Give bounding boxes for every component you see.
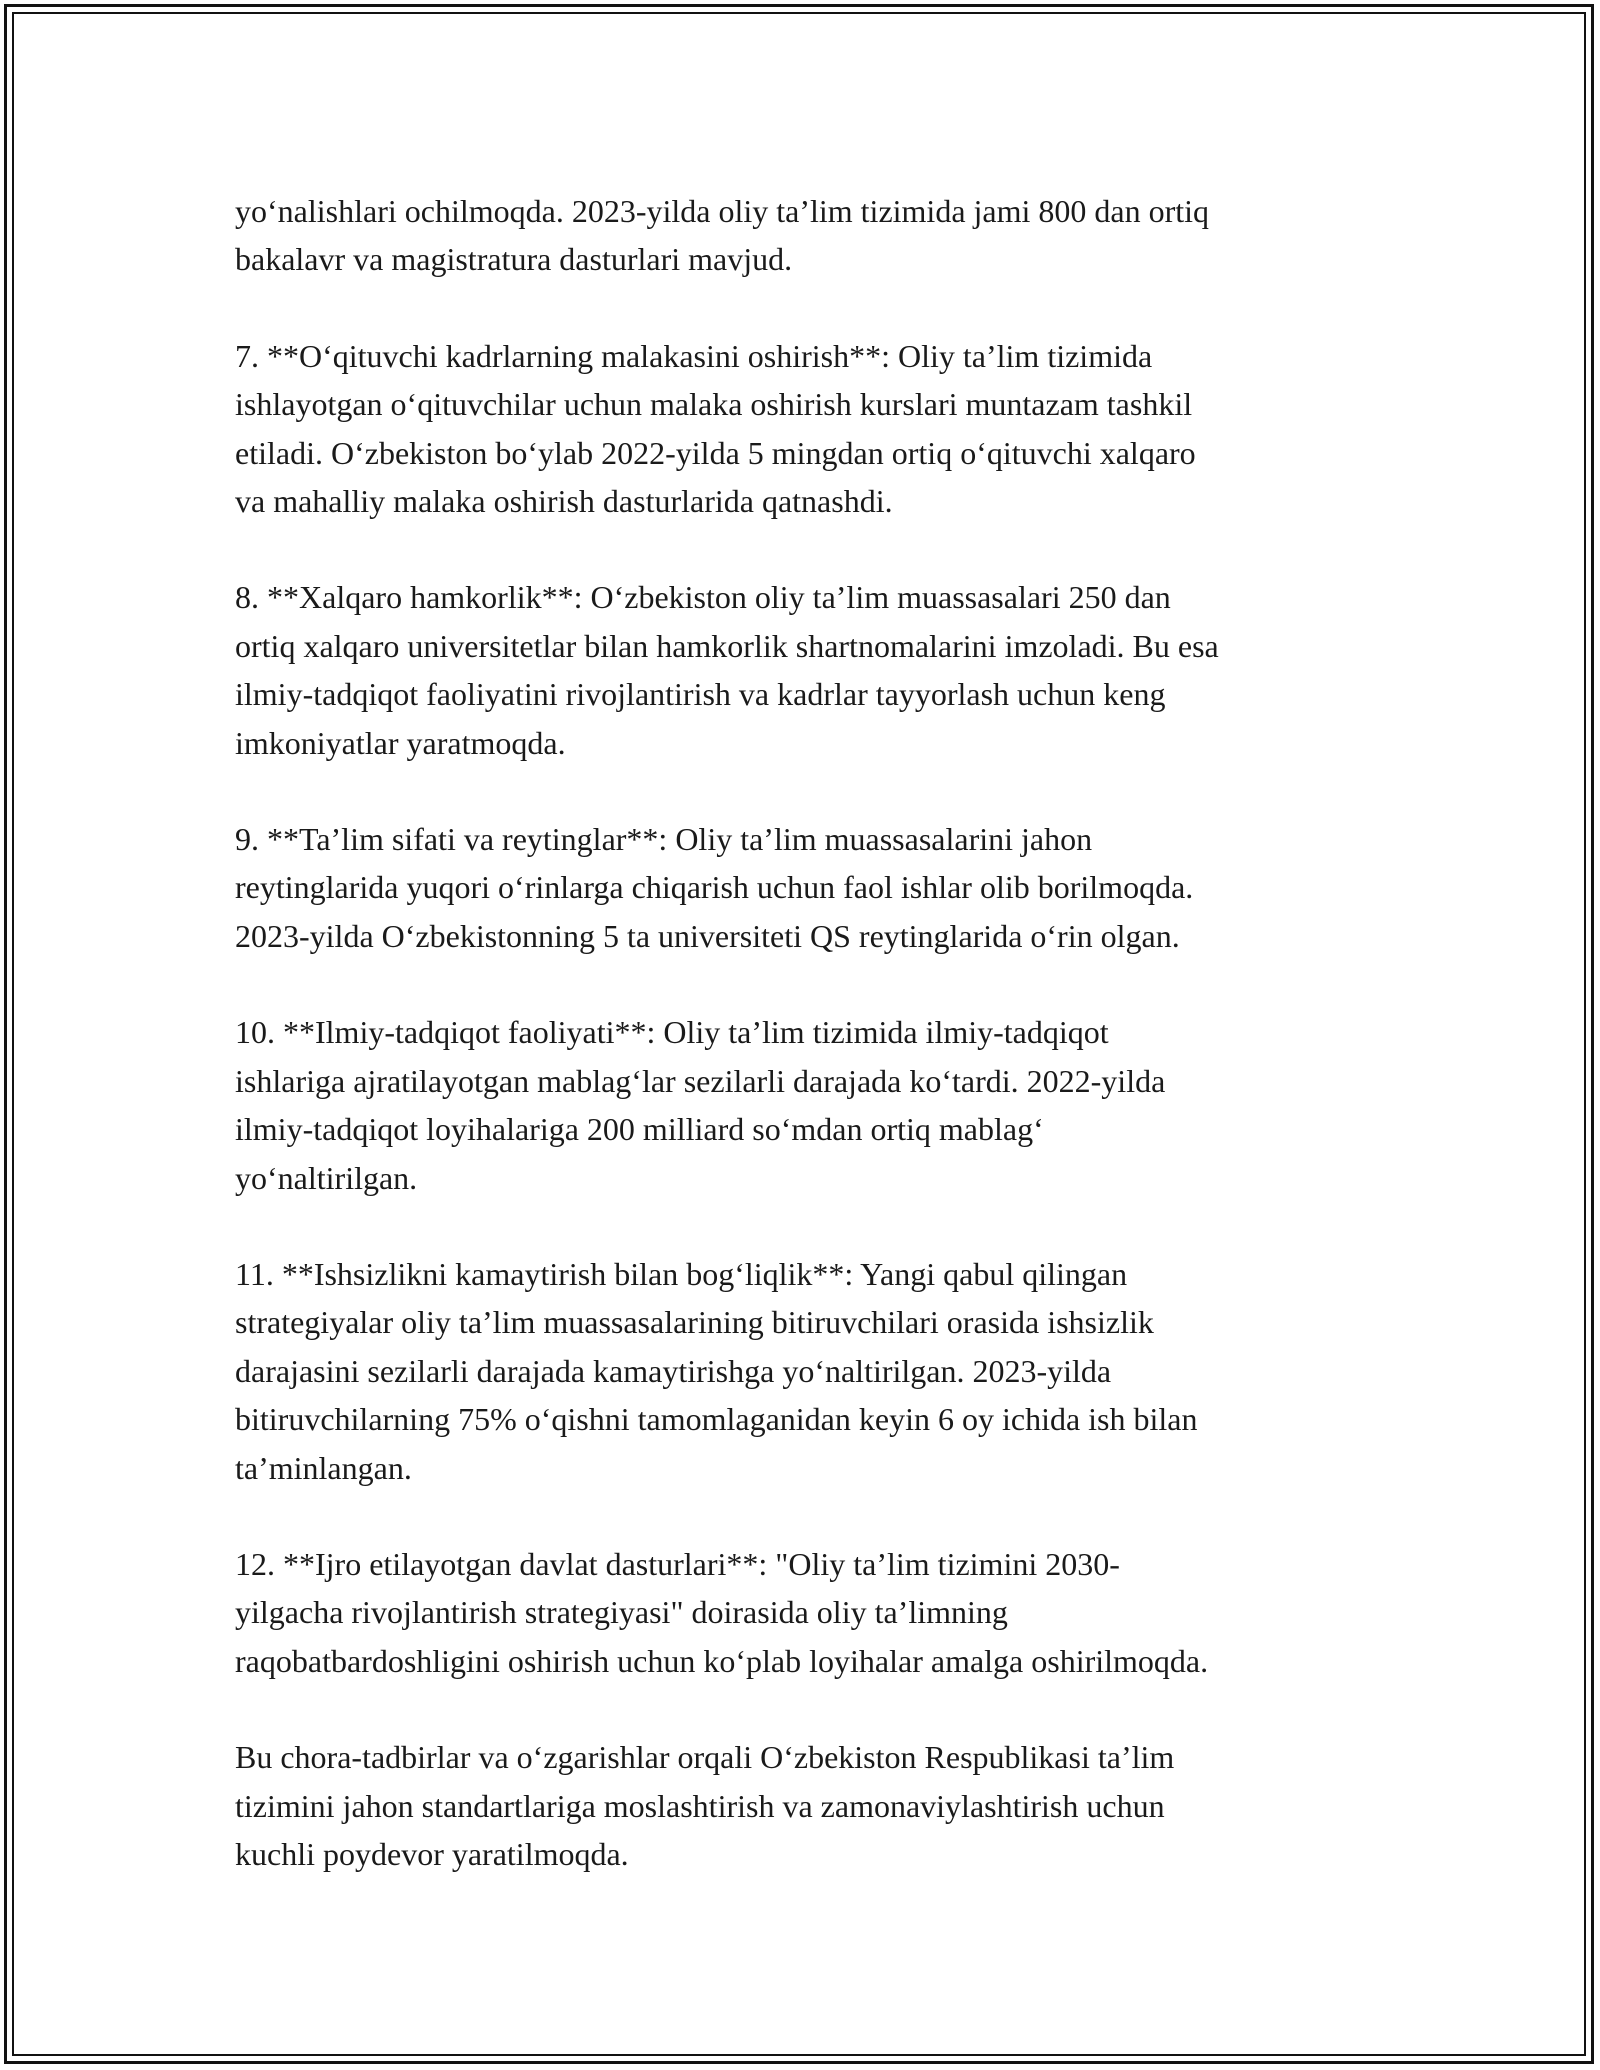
paragraph-item-7: 7. **O‘qituvchi kadrlarning malakasini oshirish**: Oliy ta’lim tizimida ishlayotgan o‘qituvchilar uchun malaka oshirish kurslari muntazam tashkil etiladi. O‘zbekiston bo‘ylab 2022-yilda 5 mingdan ortiq o‘qituvchi xalqaro va mahalliy malaka oshirish dasturlarida qatnashdi. bbox=[235, 337, 1196, 520]
paragraph-item-10: 10. **Ilmiy-tadqiqot faoliyati**: Oliy ta’lim tizimida ilmiy-tadqiqot ishlariga ajratilayotgan mablag‘lar sezilarli darajada ko‘tardi. 2022-yilda ilmiy-tadqiqot loyihalariga 200 milliard so‘mdan ortiq mablag‘ yo‘naltirilgan. bbox=[235, 1014, 1166, 1196]
paragraph-item-12: 12. **Ijro etilayotgan davlat dasturlari**: "Oliy ta’lim tizimini 2030- yilgacha rivojlantirish strategiyasi" doirasida oliy ta’limning raqobatbardoshligini oshirish uchun ko‘plab loyihalar amalga oshirilmoqda. bbox=[235, 1545, 1209, 1679]
paragraph-item-8: 8. **Xalqaro hamkorlik**: O‘zbekiston oliy ta’lim muassasalari 250 dan ortiq xalqaro universitetlar bilan hamkorlik shartnomalarini imzoladi. Bu esa ilmiy-tadqiqot faoliyatini rivojlantirish va kadrlar tayyorlash uchun keng imkoniyatlar yaratmoqda. bbox=[235, 579, 1219, 761]
paragraph-item-11: 11. **Ishsizlikni kamaytirish bilan bog‘liqlik**: Yangi qabul qilingan strategiyalar oliy ta’lim muassasalarining bitiruvchilari orasida ishsizlik darajasini sezilarli darajada kamaytirishga yo‘naltirilgan. 2023-yilda bitiruvchilarning 75% o‘qishni tamomlaganidan keyin 6 oy ichida ish bilan ta’minlangan. bbox=[235, 1255, 1198, 1486]
document-body bbox=[235, 187, 1375, 1926]
paragraph-conclusion: Bu chora-tadbirlar va o‘zgarishlar orqali O‘zbekiston Respublikasi ta’lim tizimini jahon standartlariga moslashtirish va zamonaviylashtirish uchun kuchli poydevor yaratilmoqda. bbox=[235, 1739, 1175, 1872]
paragraph-item-9: 9. **Ta’lim sifati va reytinglar**: Oliy ta’lim muassasalarini jahon reytinglarida yuqori o‘rinlarga chiqarish uchun faol ishlar olib borilmoqda. 2023-yilda O‘zbekistonning 5 ta universiteti QS reytinglarida o‘rin olgan. bbox=[235, 821, 1194, 954]
paragraph-continuation: yo‘nalishlari ochilmoqda. 2023-yilda oliy ta’lim tizimida jami 800 dan ortiq bakalavr va magistratura dasturlari mavjud. bbox=[235, 193, 1210, 278]
